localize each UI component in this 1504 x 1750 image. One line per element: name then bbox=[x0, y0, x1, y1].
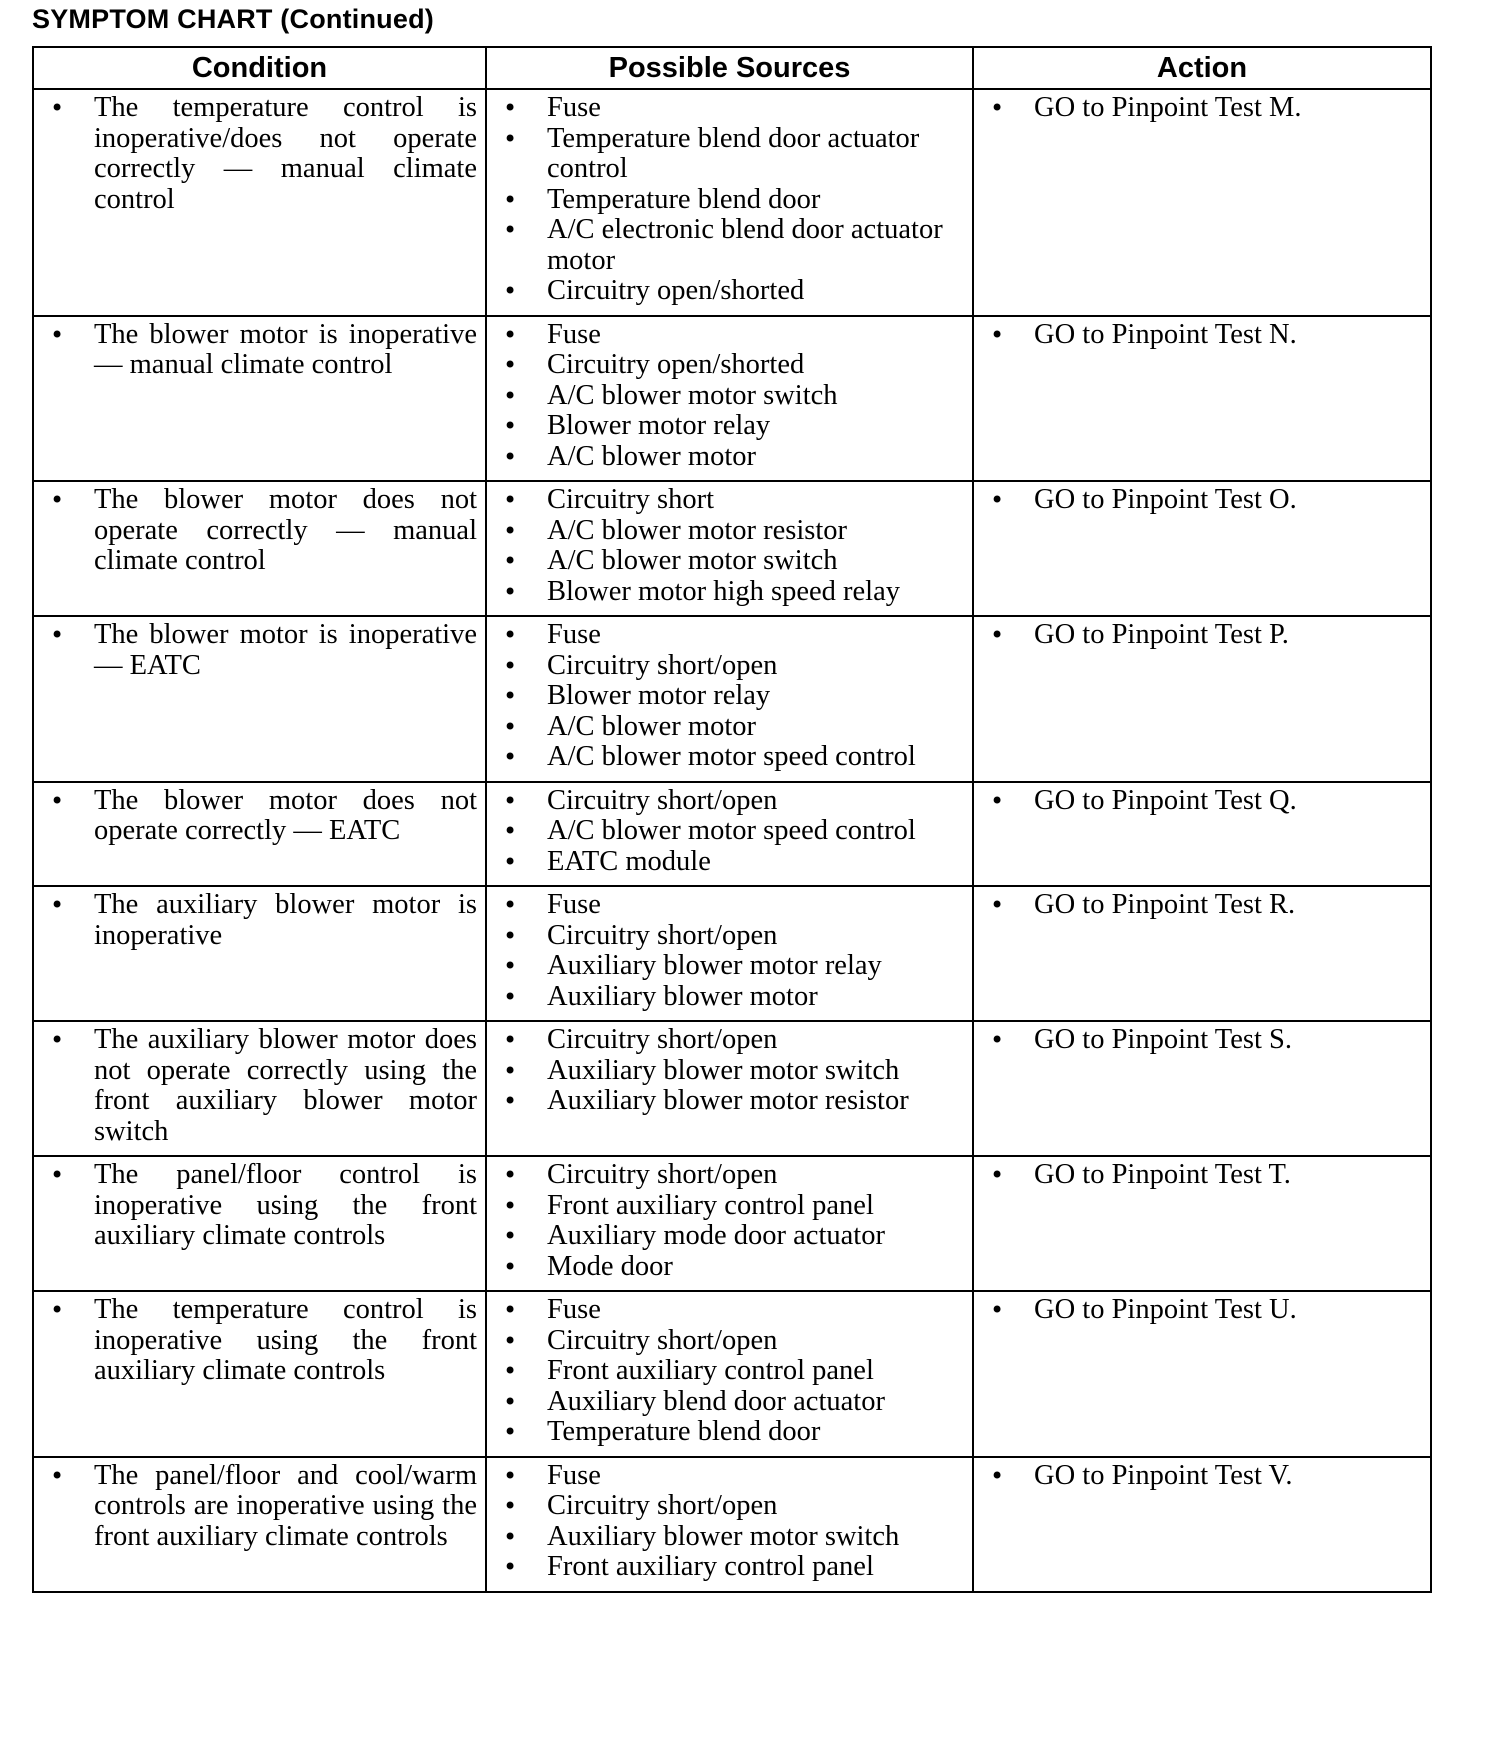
condition-text: • The auxiliary blower motor does not operate correctly using the front auxiliary blower motor switch bbox=[44, 1025, 477, 1147]
condition-list bbox=[44, 1461, 477, 1553]
source-item: • Mode door bbox=[497, 1252, 964, 1283]
action-cell bbox=[973, 616, 1431, 782]
source-item: • Fuse bbox=[497, 1295, 964, 1326]
action-cell bbox=[973, 1156, 1431, 1291]
column-header-condition: Condition bbox=[33, 47, 486, 89]
sources-list bbox=[497, 1295, 964, 1448]
sources-list bbox=[497, 1160, 964, 1282]
action-list bbox=[984, 1461, 1422, 1492]
action-cell bbox=[973, 1021, 1431, 1156]
action-cell bbox=[973, 1457, 1431, 1592]
sources-list bbox=[497, 93, 964, 307]
table-body bbox=[33, 89, 1431, 1592]
condition-list bbox=[44, 320, 477, 381]
table-row bbox=[33, 886, 1431, 1021]
action-text: • GO to Pinpoint Test S. bbox=[984, 1025, 1422, 1056]
source-item: • Front auxiliary control panel bbox=[497, 1356, 964, 1387]
source-item: • A/C blower motor bbox=[497, 442, 964, 473]
sources-cell bbox=[486, 1156, 973, 1291]
action-cell bbox=[973, 89, 1431, 316]
condition-list bbox=[44, 1160, 477, 1252]
sources-list bbox=[497, 786, 964, 878]
table-row bbox=[33, 1156, 1431, 1291]
table-row bbox=[33, 782, 1431, 887]
source-item: • A/C electronic blend door actuator motor bbox=[497, 215, 964, 276]
action-list bbox=[984, 93, 1422, 124]
table-row bbox=[33, 616, 1431, 782]
sources-cell bbox=[486, 1021, 973, 1156]
symptom-chart-table bbox=[32, 46, 1432, 1593]
source-item: • Front auxiliary control panel bbox=[497, 1552, 964, 1583]
source-item: • Circuitry short/open bbox=[497, 651, 964, 682]
source-item: • Fuse bbox=[497, 93, 964, 124]
action-text: • GO to Pinpoint Test N. bbox=[984, 320, 1422, 351]
source-item: • A/C blower motor resistor bbox=[497, 516, 964, 547]
action-list bbox=[984, 1160, 1422, 1191]
action-list bbox=[984, 1025, 1422, 1056]
table-row bbox=[33, 481, 1431, 616]
source-item: • Fuse bbox=[497, 1461, 964, 1492]
sources-cell bbox=[486, 1291, 973, 1457]
condition-list bbox=[44, 786, 477, 847]
condition-cell bbox=[33, 782, 486, 887]
source-item: • Temperature blend door actuator control bbox=[497, 124, 964, 185]
source-item: • A/C blower motor speed control bbox=[497, 742, 964, 773]
action-cell bbox=[973, 886, 1431, 1021]
condition-list bbox=[44, 890, 477, 951]
action-list bbox=[984, 620, 1422, 651]
condition-cell bbox=[33, 1291, 486, 1457]
column-header-possible-sources: Possible Sources bbox=[486, 47, 973, 89]
sources-cell bbox=[486, 1457, 973, 1592]
condition-text: • The temperature control is inoperative using the front auxiliary climate controls bbox=[44, 1295, 477, 1387]
condition-text: • The blower motor is inoperative — manual climate control bbox=[44, 320, 477, 381]
action-cell bbox=[973, 1291, 1431, 1457]
table-row bbox=[33, 1457, 1431, 1592]
condition-list bbox=[44, 1295, 477, 1387]
action-text: • GO to Pinpoint Test U. bbox=[984, 1295, 1422, 1326]
source-item: • Circuitry short/open bbox=[497, 1326, 964, 1357]
source-item: • Auxiliary mode door actuator bbox=[497, 1221, 964, 1252]
chart-heading: SYMPTOM CHART (Continued) bbox=[32, 4, 434, 34]
source-item: • Circuitry short/open bbox=[497, 786, 964, 817]
condition-cell bbox=[33, 481, 486, 616]
source-item: • A/C blower motor bbox=[497, 712, 964, 743]
source-item: • Fuse bbox=[497, 320, 964, 351]
table-row bbox=[33, 316, 1431, 482]
source-item: • Auxiliary blower motor relay bbox=[497, 951, 964, 982]
source-item: • Auxiliary blower motor switch bbox=[497, 1522, 964, 1553]
source-item: • Blower motor relay bbox=[497, 681, 964, 712]
source-item: • Auxiliary blower motor bbox=[497, 982, 964, 1013]
action-text: • GO to Pinpoint Test V. bbox=[984, 1461, 1422, 1492]
table-row bbox=[33, 1291, 1431, 1457]
source-item: • Circuitry open/shorted bbox=[497, 350, 964, 381]
sources-cell bbox=[486, 316, 973, 482]
source-item: • Circuitry short/open bbox=[497, 1160, 964, 1191]
condition-cell bbox=[33, 886, 486, 1021]
action-list bbox=[984, 1295, 1422, 1326]
condition-list bbox=[44, 620, 477, 681]
action-text: • GO to Pinpoint Test R. bbox=[984, 890, 1422, 921]
source-item: • Circuitry short/open bbox=[497, 1025, 964, 1056]
sources-cell bbox=[486, 616, 973, 782]
source-item: • Circuitry short bbox=[497, 485, 964, 516]
action-cell bbox=[973, 782, 1431, 887]
action-text: • GO to Pinpoint Test P. bbox=[984, 620, 1422, 651]
source-item: • A/C blower motor switch bbox=[497, 381, 964, 412]
source-item: • Front auxiliary control panel bbox=[497, 1191, 964, 1222]
condition-list bbox=[44, 1025, 477, 1147]
action-text: • GO to Pinpoint Test M. bbox=[984, 93, 1422, 124]
condition-cell bbox=[33, 89, 486, 316]
source-item: • Temperature blend door bbox=[497, 185, 964, 216]
column-header-action: Action bbox=[973, 47, 1431, 89]
sources-list bbox=[497, 1025, 964, 1117]
condition-text: • The blower motor does not operate correctly — manual climate control bbox=[44, 485, 477, 577]
source-item: • A/C blower motor speed control bbox=[497, 816, 964, 847]
source-item: • Auxiliary blower motor resistor bbox=[497, 1086, 964, 1117]
condition-list bbox=[44, 93, 477, 215]
action-text: • GO to Pinpoint Test O. bbox=[984, 485, 1422, 516]
action-list bbox=[984, 890, 1422, 921]
source-item: • Circuitry short/open bbox=[497, 921, 964, 952]
source-item: • Fuse bbox=[497, 890, 964, 921]
condition-text: • The blower motor does not operate correctly — EATC bbox=[44, 786, 477, 847]
source-item: • EATC module bbox=[497, 847, 964, 878]
sources-list bbox=[497, 620, 964, 773]
condition-cell bbox=[33, 616, 486, 782]
action-list bbox=[984, 320, 1422, 351]
condition-text: • The panel/floor control is inoperative using the front auxiliary climate controls bbox=[44, 1160, 477, 1252]
condition-cell bbox=[33, 1457, 486, 1592]
header-row bbox=[33, 47, 1431, 89]
condition-text: • The blower motor is inoperative — EATC bbox=[44, 620, 477, 681]
source-item: • Circuitry open/shorted bbox=[497, 276, 964, 307]
action-text: • GO to Pinpoint Test Q. bbox=[984, 786, 1422, 817]
source-item: • Temperature blend door bbox=[497, 1417, 964, 1448]
source-item: • Blower motor relay bbox=[497, 411, 964, 442]
sources-list bbox=[497, 485, 964, 607]
sources-cell bbox=[486, 89, 973, 316]
table-row bbox=[33, 1021, 1431, 1156]
action-cell bbox=[973, 316, 1431, 482]
action-cell bbox=[973, 481, 1431, 616]
sources-cell bbox=[486, 782, 973, 887]
source-item: • Fuse bbox=[497, 620, 964, 651]
action-list bbox=[984, 485, 1422, 516]
table-row bbox=[33, 89, 1431, 316]
sources-cell bbox=[486, 886, 973, 1021]
action-list bbox=[984, 786, 1422, 817]
sources-list bbox=[497, 320, 964, 473]
source-item: • Auxiliary blend door actuator bbox=[497, 1387, 964, 1418]
condition-cell bbox=[33, 1021, 486, 1156]
source-item: • Auxiliary blower motor switch bbox=[497, 1056, 964, 1087]
sources-cell bbox=[486, 481, 973, 616]
sources-list bbox=[497, 890, 964, 1012]
condition-text: • The panel/floor and cool/warm controls are inoperative using the front auxiliary climate controls bbox=[44, 1461, 477, 1553]
condition-list bbox=[44, 485, 477, 577]
sources-list bbox=[497, 1461, 964, 1583]
condition-text: • The auxiliary blower motor is inoperative bbox=[44, 890, 477, 951]
source-item: • A/C blower motor switch bbox=[497, 546, 964, 577]
source-item: • Circuitry short/open bbox=[497, 1491, 964, 1522]
condition-cell bbox=[33, 316, 486, 482]
condition-cell bbox=[33, 1156, 486, 1291]
action-text: • GO to Pinpoint Test T. bbox=[984, 1160, 1422, 1191]
condition-text: • The temperature control is inoperative/does not operate correctly — manual climate control bbox=[44, 93, 477, 215]
source-item: • Blower motor high speed relay bbox=[497, 577, 964, 608]
